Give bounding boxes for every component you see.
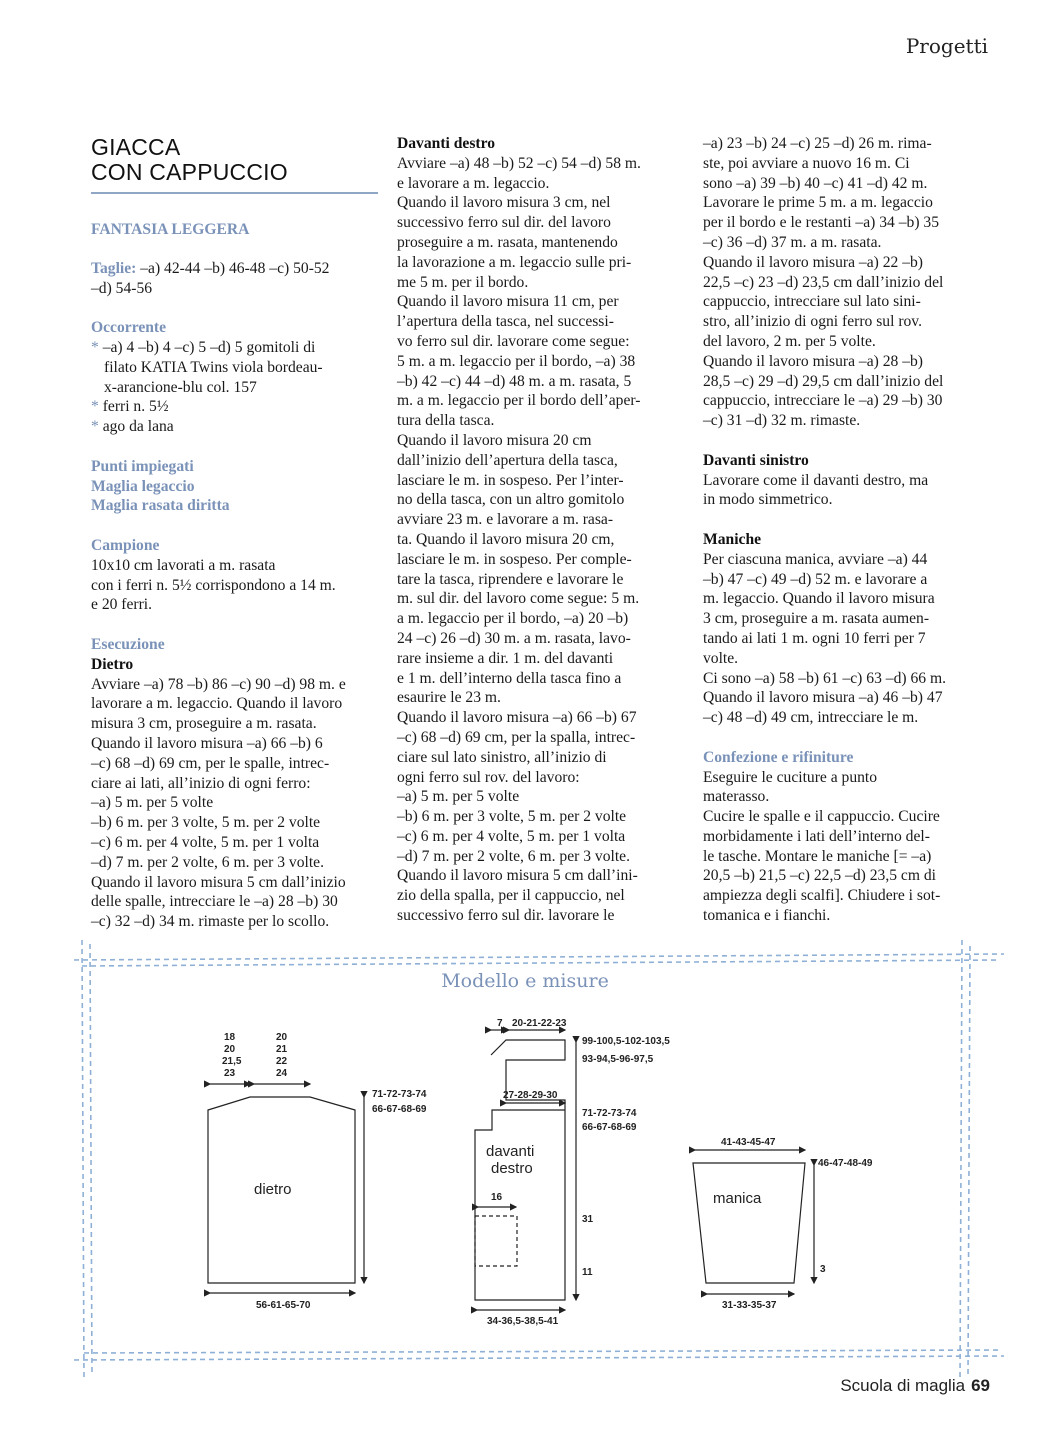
pocket-outline [475, 1216, 517, 1266]
davanti-destro-line: avviare 23 m. e lavorare a m. rasa- [397, 511, 614, 529]
dietro-label: dietro [254, 1181, 292, 1198]
davanti-destro-line: e 1 m. dell’interno della tasca fino a [397, 669, 622, 687]
taglie-label: Taglie: [91, 259, 137, 277]
davanti-label-2: destro [491, 1160, 533, 1177]
davanti-destro-line: Quando il lavoro misura 5 cm dall’ini- [397, 867, 638, 885]
confezione-line: le tasche. Montare le maniche [= –a) [703, 847, 932, 865]
davanti-destro-line: –a) 5 m. per 5 volte [397, 788, 520, 806]
dietro-heading: Dietro [91, 655, 134, 673]
page-number: 69 [971, 1376, 990, 1395]
davanti-destro-line: m. sul dir. del lavoro come segue: 5 m. [397, 590, 640, 608]
davanti-destro-line: ciare sul lato sinistro, all’inizio di [397, 748, 607, 766]
davanti-destro-line: –c) 68 –d) 69 cm, per la spalla, intrec- [397, 728, 636, 746]
davanti-destro-line: vo ferro sul dir. lavorare come segue: [397, 332, 630, 350]
davanti-destro-line: 5 m. a m. legaccio per il bordo, –a) 38 [397, 352, 636, 370]
punti-heading: Punti impiegati [91, 457, 194, 475]
davanti-sinistro-line: Lavorare come il davanti destro, ma [703, 471, 929, 489]
maniche-line: volte. [703, 649, 739, 667]
davanti-destro-line: successivo ferro sul dir. del lavoro [397, 214, 611, 232]
cappuccio-line: sono –a) 39 –b) 40 –c) 41 –d) 42 m. [703, 174, 928, 192]
confezione-line: tomanica e i fianchi. [703, 907, 831, 925]
maniche-line: –b) 47 –c) 49 –d) 52 m. e lavorare a [703, 570, 928, 588]
dietro-shoulder-left-2: 20 [224, 1044, 236, 1055]
taglie [91, 259, 377, 279]
dietro-shoulder-right-4: 24 [276, 1068, 288, 1079]
confezione-line: ampiezza degli scalfi]. Chiudere i sot- [703, 887, 941, 905]
davanti-label-1: davanti [486, 1143, 535, 1160]
davanti-sinistro-line: in modo simmetrico. [703, 491, 833, 509]
taglie-line2: –d) 54-56 [91, 279, 153, 297]
davanti-destro-line: Quando il lavoro misura 3 cm, nel [397, 194, 611, 212]
davanti-sinistro-text [703, 471, 991, 511]
davanti-destro-line: –c) 6 m. per 4 volte, 5 m. per 1 volta [397, 827, 626, 845]
cappuccio-text [703, 134, 991, 431]
dietro-line: –b) 6 m. per 3 volte, 5 m. per 2 volte [91, 814, 321, 832]
confezione-text [703, 768, 991, 926]
davanti-sinistro-heading: Davanti sinistro [703, 451, 809, 469]
dietro-line: –a) 5 m. per 5 volte [91, 794, 214, 812]
manica-outline [693, 1163, 805, 1283]
maniche-line: Quando il lavoro misura –a) 46 –b) 47 [703, 689, 943, 707]
davanti-destro-line: esaurire le 23 m. [397, 689, 501, 707]
manica-label: manica [713, 1190, 762, 1207]
confezione-heading: Confezione e rifiniture [703, 748, 854, 766]
davanti-destro-line: no della tasca, con un altro gomitolo [397, 491, 625, 509]
dietro-line: ciare ai lati, all’inizio di ogni ferro: [91, 774, 311, 792]
column-1 [91, 134, 377, 932]
davanti-destro-heading: Davanti destro [397, 135, 496, 152]
davanti-top-hood: 20-21-22-23 [512, 1018, 567, 1029]
davanti-pocket-h: 31 [582, 1214, 594, 1225]
davanti-destro-line: ta. Quando il lavoro misura 20 cm, [397, 530, 615, 548]
dietro-height-total: 71-72-73-74 [372, 1089, 427, 1100]
dietro-shoulder-left-4: 23 [224, 1068, 236, 1079]
dietro-shoulder-left-3: 21,5 [222, 1056, 242, 1067]
column-2 [397, 134, 687, 926]
davanti-destro-line: Quando il lavoro misura –a) 66 –b) 67 [397, 709, 637, 727]
dietro-shoulder-left-1: 18 [224, 1032, 236, 1043]
dietro-shoulder-right-1: 20 [276, 1032, 288, 1043]
davanti-destro-line: –b) 6 m. per 3 volte, 5 m. per 2 volte [397, 808, 627, 826]
dietro-line: Avviare –a) 78 –b) 86 –c) 90 –d) 98 m. e [91, 675, 346, 693]
confezione-line: materasso. [703, 788, 770, 806]
dietro-line: –c) 6 m. per 4 volte, 5 m. per 1 volta [91, 833, 320, 851]
dietro-line: –c) 68 –d) 69 cm, per le spalle, intrec- [91, 754, 330, 772]
davanti-hood-h2: 93-94,5-96-97,5 [582, 1054, 654, 1065]
cappuccio-line: ste, poi avviare a nuovo 16 m. Ci [703, 154, 910, 172]
davanti-destro-line: dall’inizio dell’apertura della tasca, [397, 451, 618, 469]
davanti-destro-line: ogni ferro sul rov. del lavoro: [397, 768, 580, 786]
dietro-shoulder-right-3: 22 [276, 1056, 288, 1067]
cappuccio-line: cappuccio, intrecciare le –a) 29 –b) 30 [703, 392, 943, 410]
davanti-destro-line: Quando il lavoro misura 11 cm, per [397, 293, 619, 311]
davanti-destro-text [397, 154, 687, 926]
davanti-bottom-h: 11 [582, 1267, 593, 1278]
davanti-height-total: 71-72-73-74 [582, 1108, 637, 1119]
dietro-line: lavorare a m. legaccio. Quando il lavoro [91, 695, 343, 713]
manica-bottom-w: 31-33-35-37 [722, 1300, 777, 1311]
cappuccio-line: –a) 23 –b) 24 –c) 25 –d) 26 m. rima- [703, 135, 932, 152]
esecuzione-heading: Esecuzione [91, 635, 165, 653]
article-title-line1: GIACCA [91, 134, 181, 160]
dietro-shoulder-right-2: 21 [276, 1044, 288, 1055]
dietro-line: misura 3 cm, proseguire a m. rasata. [91, 715, 317, 733]
davanti-destro-line: tura della tasca. [397, 412, 495, 430]
davanti-destro-line: e lavorare a m. legaccio. [397, 174, 550, 192]
davanti-destro-line: la lavorazione a m. legaccio sulle pri- [397, 253, 632, 271]
davanti-destro-line: 24 –c) 26 –d) 30 m. a m. rasata, lavo- [397, 629, 631, 647]
campione-line: 10x10 cm lavorati a m. rasata [91, 556, 276, 574]
maniche-line: –c) 48 –d) 49 cm, intrecciare le m. [703, 709, 919, 727]
davanti-destro-line: lasciare le m. in sospeso. Per l’inter- [397, 471, 624, 489]
page-header: Progetti [905, 34, 988, 58]
cappuccio-line: –c) 36 –d) 37 m. a m. rasata. [703, 233, 882, 251]
punti-legaccio: Maglia legaccio [91, 477, 195, 495]
dietro-line: Quando il lavoro misura 5 cm dall’inizio [91, 873, 346, 891]
maniche-text [703, 550, 991, 728]
diagram-title: Modello e misure [441, 970, 609, 992]
davanti-destro-line: lasciare le m. in sospeso. Per comple- [397, 550, 632, 568]
occorrente-heading: Occorrente [91, 319, 167, 337]
davanti-top-small: 7 [497, 1018, 503, 1029]
dietro-height-body: 66-67-68-69 [372, 1104, 427, 1115]
davanti-destro-line: successivo ferro sul dir. lavorare le [397, 907, 615, 925]
schematic-diagram [0, 1000, 1050, 1340]
davanti-height-body: 66-67-68-69 [582, 1122, 637, 1133]
cappuccio-line: cappuccio, intrecciare sul lato sini- [703, 293, 921, 311]
confezione-line: 20,5 –b) 21,5 –c) 22,5 –d) 23,5 cm di [703, 867, 937, 885]
campione-text [91, 556, 377, 615]
davanti-destro-line: Quando il lavoro misura 20 cm [397, 431, 592, 449]
occ-item2: ferri n. 5½ [102, 398, 169, 416]
subtitle: FANTASIA LEGGERA [91, 221, 250, 238]
davanti-hood-h1: 99-100,5-102-103,5 [582, 1036, 670, 1047]
occ-item1-l2: filato KATIA Twins viola bordeau- [104, 358, 323, 376]
davanti-destro-line: tare la tasca, riprendere e lavorare le [397, 570, 624, 588]
cappuccio-line: stro, all’inizio di ogni ferro sul rov. [703, 313, 922, 331]
occorrente-item-2: * ferri n. 5½ [91, 398, 169, 416]
punti-rasata: Maglia rasata diritta [91, 497, 230, 515]
occorrente-item-1: * –a) 4 –b) 4 –c) 5 –d) 5 gomitoli di filato KATIA Twins viola bordeau- x-arancione-blu col. 157 [91, 338, 323, 396]
page-footer [840, 1376, 990, 1396]
occ-item1-l3: x-arancione-blu col. 157 [104, 378, 257, 396]
confezione-line: morbidamente i lati dell’interno del- [703, 827, 930, 845]
manica-height: 46-47-48-49 [818, 1158, 873, 1169]
cappuccio-line: Lavorare le prime 5 m. a m. legaccio [703, 194, 933, 212]
cappuccio-line: del lavoro, 2 m. per 5 volte. [703, 332, 876, 350]
davanti-shoulder-w: 27-28-29-30 [503, 1090, 558, 1101]
confezione-line: Cucire le spalle e il cappuccio. Cucire [703, 808, 940, 826]
publication-name: Scuola di maglia [840, 1376, 966, 1395]
davanti-destro-line: l’apertura della tasca, nel successi- [397, 313, 614, 331]
column-3 [703, 134, 991, 926]
cappuccio-line: per il bordo e le restanti –a) 34 –b) 35 [703, 214, 940, 232]
dietro-text [91, 675, 377, 932]
davanti-destro-line: –d) 7 m. per 2 volte, 6 m. per 3 volte. [397, 847, 630, 865]
dietro-line: Quando il lavoro misura –a) 66 –b) 6 [91, 734, 323, 752]
davanti-destro-line: zio della spalla, per il cappuccio, nel [397, 887, 625, 905]
manica-cuff: 3 [820, 1264, 826, 1275]
davanti-width: 34-36,5-38,5-41 [487, 1316, 559, 1327]
davanti-destro-line: m. a m. legaccio per il bordo dell’aper- [397, 392, 641, 410]
cappuccio-line: 28,5 –c) 29 –d) 29,5 cm dall’inizio del [703, 372, 944, 390]
campione-line: e 20 ferri. [91, 596, 153, 614]
davanti-destro-line: a m. legaccio per il bordo, –a) 20 –b) [397, 610, 629, 628]
davanti-destro-line: me 5 m. per il bordo. [397, 273, 529, 291]
maniche-line: Ci sono –a) 58 –b) 61 –c) 63 –d) 66 m. [703, 669, 946, 687]
davanti-destro-line: rare insieme a dir. 1 m. del davanti [397, 649, 614, 667]
davanti-pocket-w: 16 [491, 1192, 503, 1203]
maniche-line: m. legaccio. Quando il lavoro misura [703, 590, 935, 608]
campione-line: con i ferri n. 5½ corrispondono a 14 m. [91, 576, 336, 594]
article-title-line2: CON CAPPUCCIO [91, 159, 288, 185]
davanti-destro-line: proseguire a m. rasata, mantenendo [397, 233, 618, 251]
dietro-line: –d) 7 m. per 2 volte, 6 m. per 3 volte. [91, 853, 324, 871]
dietro-line: –c) 32 –d) 34 m. rimaste per lo scollo. [91, 913, 330, 931]
davanti-destro-line: Avviare –a) 48 –b) 52 –c) 54 –d) 58 m. [397, 154, 641, 172]
campione-heading: Campione [91, 536, 160, 554]
cappuccio-line: Quando il lavoro misura –a) 22 –b) [703, 253, 923, 271]
davanti-destro-line: –b) 42 –c) 44 –d) 48 m. a m. rasata, 5 [397, 372, 632, 390]
cappuccio-line: 22,5 –c) 23 –d) 23,5 cm dall’inizio del [703, 273, 944, 291]
occ-item3: ago da lana [102, 418, 174, 436]
confezione-line: Eseguire le cuciture a punto [703, 768, 878, 786]
occ-item1-l1: –a) 4 –b) 4 –c) 5 –d) 5 gomitoli di [102, 338, 316, 356]
maniche-line: Per ciascuna manica, avviare –a) 44 [703, 550, 928, 568]
maniche-heading: Maniche [703, 530, 762, 548]
dietro-line: delle spalle, intrecciare le –a) 28 –b) 30 [91, 893, 338, 911]
maniche-line: tando ai lati 1 m. ogni 10 ferri per 7 [703, 629, 926, 647]
taglie-line1: –a) 42-44 –b) 46-48 –c) 50-52 [136, 259, 330, 277]
manica-top-w: 41-43-45-47 [721, 1137, 776, 1148]
maniche-line: 3 cm, proseguire a m. rasata aumen- [703, 610, 930, 628]
occorrente-item-3: * ago da lana [91, 418, 174, 436]
dietro-width: 56-61-65-70 [256, 1300, 311, 1311]
cappuccio-line: –c) 31 –d) 32 m. rimaste. [703, 412, 861, 430]
cappuccio-line: Quando il lavoro misura –a) 28 –b) [703, 352, 923, 370]
